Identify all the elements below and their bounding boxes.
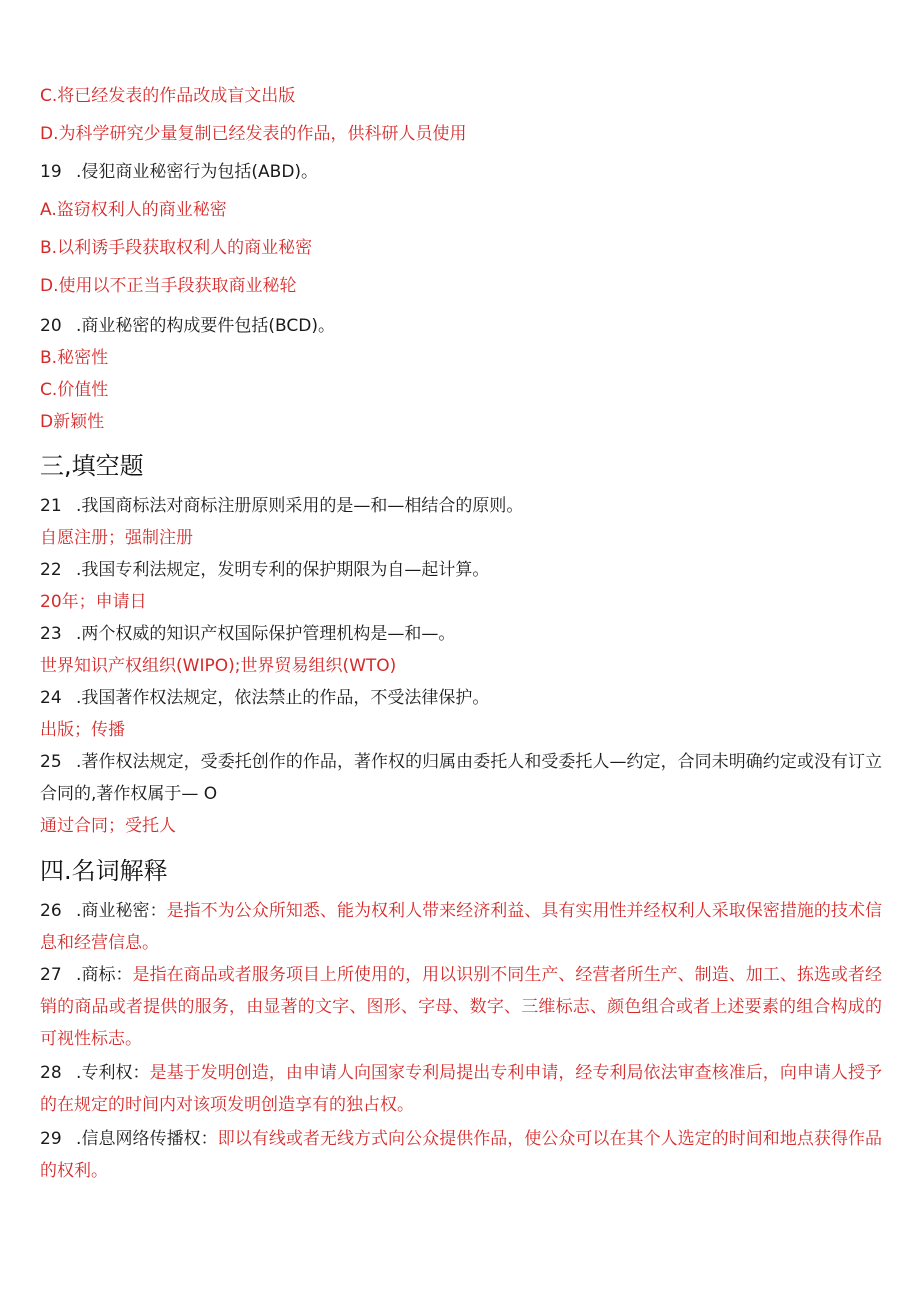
q24-answer: 出版；传播 (40, 720, 125, 740)
q22-answer: 20年；申请日 (40, 592, 147, 612)
q21-question (40, 494, 882, 518)
q21-text: .我国商标法对商标注册原则采用的是—和—相结合的原则。 (76, 496, 524, 516)
q25-number: 25 (40, 752, 62, 772)
q29-text: 即以有线或者无线方式向公众提供作品，使公众可以在其个人选定的时间和地点获得作品的权利。 (40, 1129, 883, 1181)
q19-text: .侵犯商业秘密行为包括(ABD)。 (76, 162, 319, 182)
q29-term: .信息网络传播权： (76, 1129, 218, 1149)
q18-option-d: D.为科学研究少量复制已经发表的作品，供科研人员使用 (40, 124, 467, 144)
q27-definition (40, 959, 882, 1055)
q19-option-a: A.盗窃权利人的商业秘密 (40, 200, 227, 220)
q26-definition (40, 895, 882, 959)
q20-option-d: D新颖性 (40, 412, 105, 432)
q19-option-b: B.以利诱手段获取权利人的商业秘密 (40, 238, 313, 258)
q23-number: 23 (40, 624, 62, 644)
q25-question (40, 746, 882, 810)
q23-answer: 世界知识产权组织(WIPO);世界贸易组织(WTO) (40, 656, 397, 676)
q20-number: 20 (40, 316, 62, 336)
section-4-title: 四.名词解释 (40, 857, 168, 885)
q19-option-d: D.使用以不正当手段获取商业秘轮 (40, 276, 297, 296)
q24-text: .我国著作权法规定，依法禁止的作品，不受法律保护。 (76, 688, 490, 708)
q22-number: 22 (40, 560, 62, 580)
q29-definition (40, 1123, 882, 1187)
q20-question (40, 314, 882, 338)
q21-answer: 自愿注册；强制注册 (40, 528, 193, 548)
q27-number: 27 (40, 965, 62, 985)
q28-text: 是基于发明创造，由申请人向国家专利局提出专利申请，经专利局依法审查核准后，向申请人授予的在规定的时间内对该项发明创造享有的独占权。 (40, 1063, 883, 1115)
q24-number: 24 (40, 688, 62, 708)
q22-question (40, 558, 882, 582)
q19-number: 19 (40, 162, 62, 182)
q28-definition (40, 1057, 882, 1121)
q28-term: .专利权： (76, 1063, 150, 1083)
q25-text: .著作权法规定，受委托创作的作品，著作权的归属由委托人和受委托人—约定，合同未明确约定或没有订立合同的,著作权属于— O (40, 752, 882, 804)
q26-text: 是指不为公众所知悉、能为权利人带来经济利益、具有实用性并经权利人采取保密措施的技术信息和经营信息。 (40, 901, 882, 953)
q27-text: 是指在商品或者服务项目上所使用的，用以识别不同生产、经营者所生产、制造、加工、拣选或者经销的商品或者提供的服务，由显著的文字、图形、字母、数字、三维标志、颜色组合或者上述要素的组合构成的可视性标志。 (40, 965, 883, 1049)
q18-option-c: C.将已经发表的作品改成盲文出版 (40, 86, 296, 106)
q23-text: .两个权威的知识产权国际保护管理机构是—和—。 (76, 624, 456, 644)
q29-number: 29 (40, 1129, 62, 1149)
q20-option-c: C.价值性 (40, 380, 109, 400)
q25-answer: 通过合同；受托人 (40, 816, 176, 836)
q21-number: 21 (40, 496, 62, 516)
q19-question (40, 160, 882, 184)
section-3-title: 三,填空题 (40, 452, 144, 480)
q20-text: .商业秘密的构成要件包括(BCD)。 (76, 316, 335, 336)
q24-question (40, 686, 882, 710)
q26-number: 26 (40, 901, 62, 921)
q28-number: 28 (40, 1063, 62, 1083)
q23-question (40, 622, 882, 646)
q27-term: .商标： (76, 965, 133, 985)
q22-text: .我国专利法规定，发明专利的保护期限为自—起计算。 (76, 560, 490, 580)
q26-term: .商业秘密： (76, 901, 167, 921)
q20-option-b: B.秘密性 (40, 348, 109, 368)
